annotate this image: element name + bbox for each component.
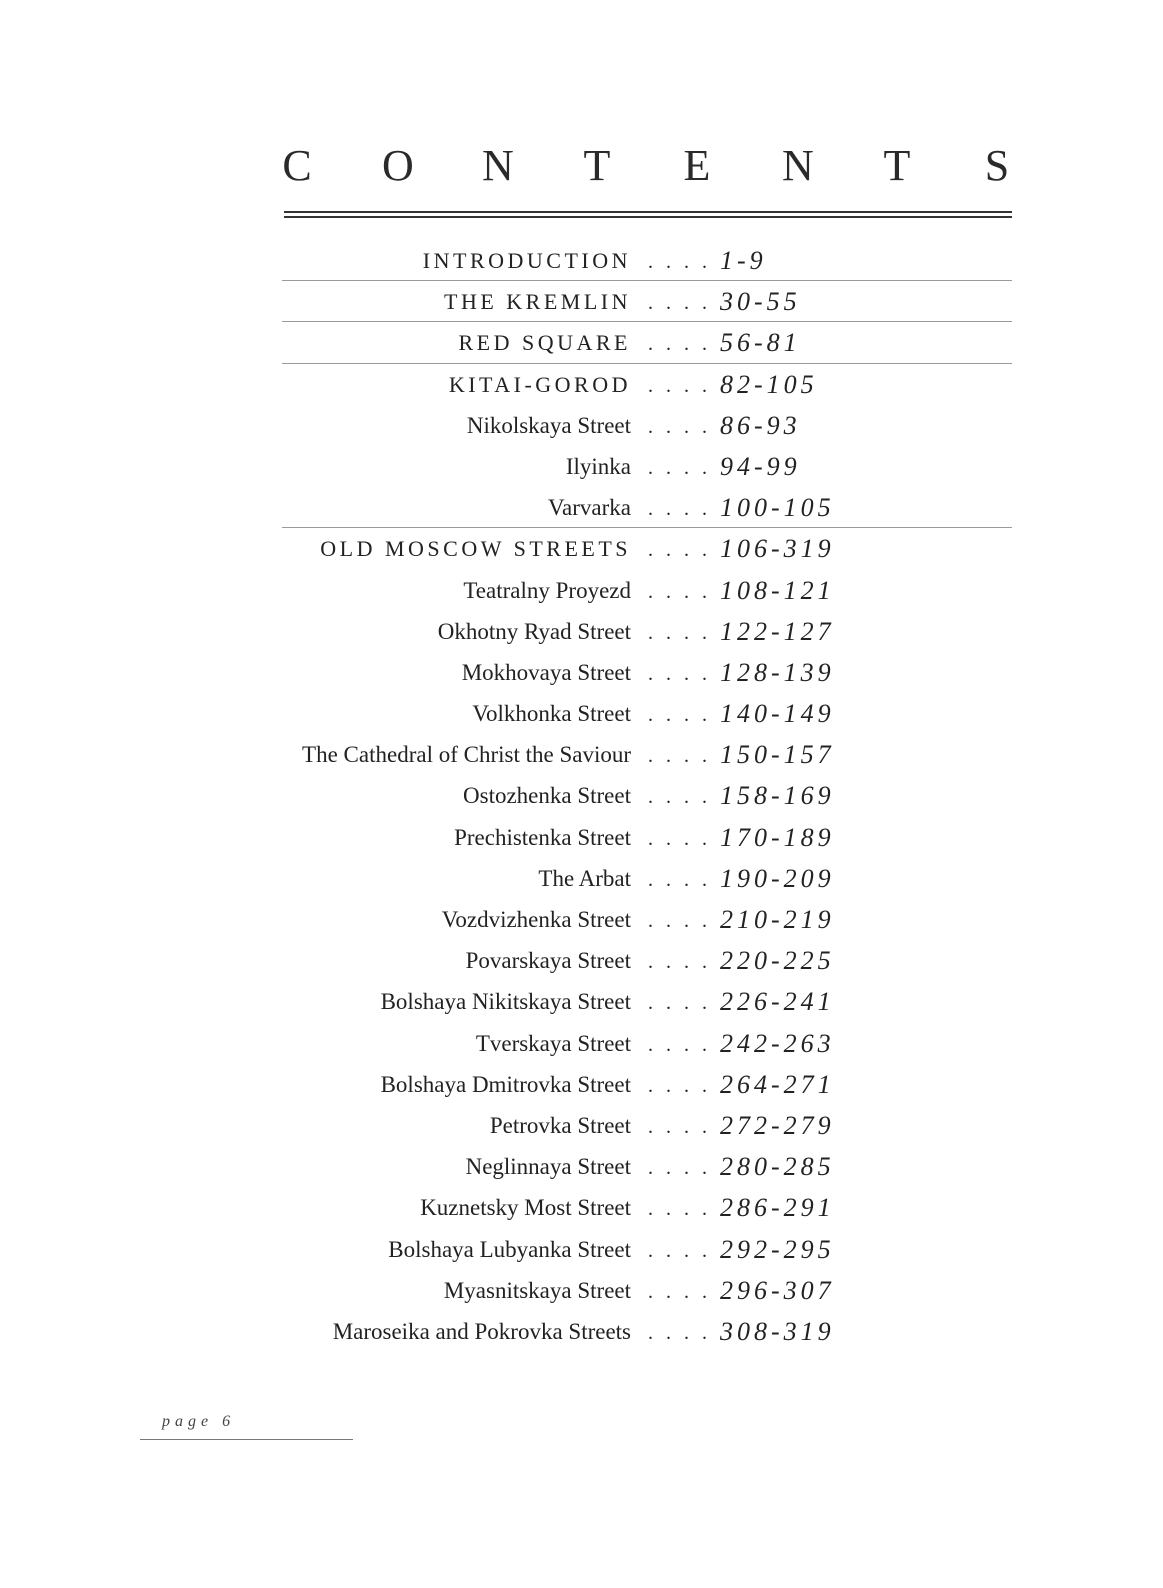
- toc-entry-title: Bolshaya Nikitskaya Street: [380, 989, 631, 1015]
- toc-entry: [0, 899, 1163, 940]
- dot-leader: . . . .: [648, 539, 711, 562]
- title-letter: N: [482, 141, 514, 190]
- toc-entry: [0, 1064, 1163, 1105]
- page-footer: [140, 1413, 353, 1440]
- toc-section-entry: [0, 528, 1163, 569]
- toc-entry: [0, 1270, 1163, 1311]
- toc-entry-title: KITAI-GOROD: [448, 371, 631, 397]
- toc-entry-pages: 292-295: [720, 1234, 835, 1264]
- title-double-rule: [284, 211, 1012, 218]
- toc-entry-pages: 190-209: [720, 863, 835, 893]
- toc-section-entry: [0, 240, 1163, 281]
- dot-leader: . . . .: [648, 1321, 711, 1344]
- toc-entry-title: THE KREMLIN: [444, 289, 631, 315]
- dot-leader: . . . .: [648, 251, 711, 273]
- toc-entry-pages: 100-105: [720, 493, 835, 523]
- title-letter: E: [683, 141, 711, 190]
- page-number: page 6: [162, 1413, 236, 1430]
- toc-entry-title: Volkhonka Street: [472, 701, 631, 727]
- toc-entry: [0, 611, 1163, 652]
- dot-leader: . . . .: [648, 786, 711, 809]
- toc-entry-pages: 296-307: [720, 1275, 835, 1305]
- dot-leader: . . . .: [648, 1115, 711, 1138]
- toc-section-entry: [0, 281, 1163, 322]
- toc-entry: [0, 570, 1163, 611]
- title-letter: S: [984, 141, 1010, 190]
- toc-entry: [0, 981, 1163, 1022]
- toc-entry: [0, 693, 1163, 734]
- dot-leader: . . . .: [648, 333, 711, 356]
- toc-entry-pages: 150-157: [720, 740, 835, 770]
- toc-section-entry: [0, 322, 1163, 363]
- toc-entry-pages: 264-271: [720, 1069, 835, 1099]
- toc-entry: [0, 817, 1163, 858]
- toc-entry-pages: 108-121: [720, 575, 835, 605]
- toc-entry-title: The Cathedral of Christ the Saviour: [302, 742, 631, 768]
- dot-leader: . . . .: [648, 292, 711, 315]
- title-letter: C: [282, 141, 312, 190]
- toc-entry-pages: 140-149: [720, 699, 835, 729]
- toc-entry-pages: 170-189: [720, 822, 835, 852]
- toc-entry-pages: 1-9: [720, 246, 767, 275]
- toc-entry-pages: 272-279: [720, 1110, 835, 1140]
- toc-entry-title: RED SQUARE: [458, 330, 631, 356]
- dot-leader: . . . .: [648, 704, 711, 727]
- toc-entry: [0, 775, 1163, 816]
- toc-entry-pages: 226-241: [720, 987, 835, 1017]
- dot-leader: . . . .: [648, 1280, 711, 1303]
- toc-entry-title: Petrovka Street: [489, 1112, 631, 1138]
- dot-leader: . . . .: [648, 951, 711, 974]
- toc-entry-title: Ostozhenka Street: [463, 783, 631, 809]
- toc-entry-title: Bolshaya Dmitrovka Street: [380, 1071, 631, 1097]
- toc-entry: [0, 1105, 1163, 1146]
- toc-entry-pages: 122-127: [720, 616, 835, 646]
- toc-entry-title: The Arbat: [538, 865, 631, 891]
- toc-entry-pages: 286-291: [720, 1193, 835, 1223]
- toc-entry-pages: 220-225: [720, 946, 835, 976]
- dot-leader: . . . .: [648, 1074, 711, 1097]
- toc-entry-title: Teatralny Proyezd: [463, 577, 631, 603]
- toc-entry-pages: 56-81: [720, 328, 801, 358]
- toc-entry: [0, 1023, 1163, 1064]
- toc-entry-title: Kuznetsky Most Street: [420, 1195, 631, 1221]
- contents-title: [282, 138, 1012, 194]
- toc-entry: [0, 734, 1163, 775]
- toc-entry-pages: 158-169: [720, 781, 835, 811]
- toc-entry-title: Maroseika and Pokrovka Streets: [332, 1318, 631, 1344]
- toc-entry-title: Myasnitskaya Street: [443, 1277, 631, 1303]
- title-letter: T: [883, 141, 911, 190]
- dot-leader: . . . .: [648, 1157, 711, 1180]
- dot-leader: . . . .: [648, 621, 711, 644]
- toc-entry-pages: 106-319: [720, 534, 835, 564]
- toc-entry-title: Neglinnaya Street: [465, 1154, 631, 1180]
- dot-leader: . . . .: [648, 1033, 711, 1056]
- title-letter: O: [382, 141, 414, 190]
- toc-entry: [0, 446, 1163, 487]
- dot-leader: . . . .: [648, 745, 711, 768]
- toc-entry-pages: 86-93: [720, 410, 801, 440]
- dot-leader: . . . .: [648, 580, 711, 603]
- toc-entry: [0, 1229, 1163, 1270]
- toc-entry: [0, 1311, 1163, 1352]
- toc-entry-title: Vozdvizhenka Street: [441, 907, 631, 932]
- toc-entry: [0, 405, 1163, 446]
- toc-entry-title: Povarskaya Street: [465, 948, 631, 974]
- toc-entry: [0, 487, 1163, 528]
- toc-entry-title: Bolshaya Lubyanka Street: [388, 1236, 631, 1262]
- toc-entry-title: OLD MOSCOW STREETS: [320, 536, 631, 562]
- toc-entry: [0, 652, 1163, 693]
- toc-entry-title: Ilyinka: [565, 453, 631, 479]
- title-letter: T: [583, 141, 611, 190]
- dot-leader: . . . .: [648, 992, 711, 1015]
- toc-section-entry: [0, 364, 1163, 405]
- toc-entry-pages: 280-285: [720, 1152, 835, 1182]
- toc-entry-pages: 308-319: [720, 1316, 835, 1346]
- dot-leader: . . . .: [648, 910, 711, 932]
- dot-leader: . . . .: [648, 456, 711, 479]
- toc-entry-title: Mokhovaya Street: [461, 659, 631, 685]
- toc-entry-pages: 210-219: [720, 905, 835, 934]
- toc-entry-pages: 94-99: [720, 451, 801, 481]
- toc-entry-pages: 128-139: [720, 657, 835, 687]
- toc-entry-pages: 82-105: [720, 369, 818, 399]
- dot-leader: . . . .: [648, 1198, 711, 1221]
- dot-leader: . . . .: [648, 415, 711, 438]
- toc-entry-title: Okhotny Ryad Street: [437, 618, 631, 644]
- toc-entry: [0, 940, 1163, 981]
- dot-leader: . . . .: [648, 662, 711, 685]
- title-letter: N: [782, 141, 814, 190]
- toc-entry: [0, 858, 1163, 899]
- table-of-contents: [0, 240, 1163, 1352]
- dot-leader: . . . .: [648, 827, 711, 850]
- toc-entry: [0, 1146, 1163, 1187]
- toc-entry-pages: 30-55: [720, 287, 801, 317]
- dot-leader: . . . .: [648, 374, 711, 397]
- toc-entry-title: INTRODUCTION: [422, 248, 631, 273]
- toc-entry-title: Tverskaya Street: [475, 1030, 631, 1056]
- toc-entry: [0, 1187, 1163, 1228]
- dot-leader: . . . .: [648, 1239, 711, 1262]
- dot-leader: . . . .: [648, 498, 711, 521]
- dot-leader: . . . .: [648, 868, 711, 891]
- toc-entry-title: Nikolskaya Street: [466, 412, 631, 438]
- toc-entry-title: Prechistenka Street: [454, 824, 631, 850]
- toc-entry-pages: 242-263: [720, 1028, 835, 1058]
- toc-entry-title: Varvarka: [547, 495, 631, 521]
